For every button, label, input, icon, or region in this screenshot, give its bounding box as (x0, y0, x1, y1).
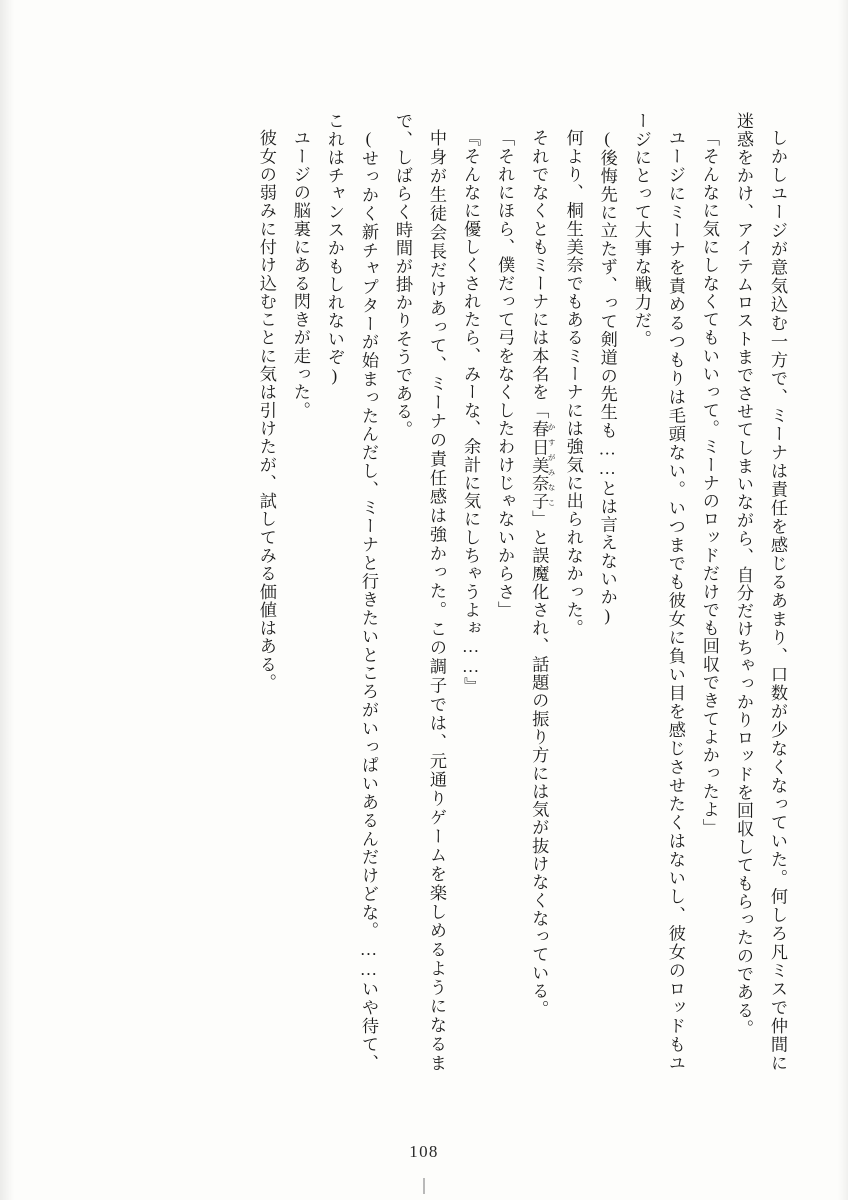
paragraph: 「そんなに気にしなくてもいいって。ミーナのロッドだけでも回収できてよかったよ」 (699, 129, 719, 837)
page-body-text (90, 112, 794, 1072)
page-number: 108 (409, 1142, 439, 1161)
ruby-base: 春日美奈子 (529, 419, 549, 511)
paragraph: ユージにミーナを責めるつもりは毛頭ない。いつまでも彼女に負い目を感じさせたくはないし、彼女のロッドもユージにとって大事な戦力だ。 (631, 112, 685, 1072)
spine-mark (423, 1178, 425, 1194)
paragraph: (せっかく新チャプターが始まったんだし、ミーナと行きたいところがいっぱいあるんだけどな。……いや待て、これはチャンスかもしれないぞ) (324, 112, 378, 1072)
paragraph: 中身が生徒会長だけあって、ミーナの責任感は強かった。この調子では、元通りゲームを楽しめるようになるまで、しばらく時間が掛かりそうである。 (392, 112, 447, 1072)
paragraph: 「それにほら、僕だって弓をなくしたわけじゃないからさ」 (495, 129, 515, 620)
paragraph: ユージの脳裏にある閃きが走った。 (290, 129, 310, 420)
paragraph-with-ruby: それでなくともミーナには本名を「春日美奈子 かすがみなこ」と誤魔化され、話題の振り方には気が抜けなくなっている。 (529, 129, 557, 1019)
paragraph: しかしユージが意気込む一方で、ミーナは責任を感じるあまり、口数が少なくなっていた。何しろ凡ミスで仲間に迷惑をかけ、アイテムロストまでさせてしまいながら、自分だけちゃっかりロッドを回収してもらったのである。 (733, 112, 787, 1072)
paragraph: 彼女の弱みに付け込むことに気は引けたが、試してみる価値はある。 (256, 129, 276, 692)
paragraph: (後悔先に立たず、って剣道の先生も……とは言えないか) (597, 129, 617, 627)
paragraph: 『そんなに優しくされたら、みーな、余計に気にしちゃうよぉ……』 (461, 129, 481, 696)
paragraph: 何より、桐生美奈でもあるミーナには強気に出られなかった。 (563, 129, 583, 638)
ruby-reading: かすがみなこ (547, 419, 557, 511)
ruby-annotation (529, 419, 557, 511)
